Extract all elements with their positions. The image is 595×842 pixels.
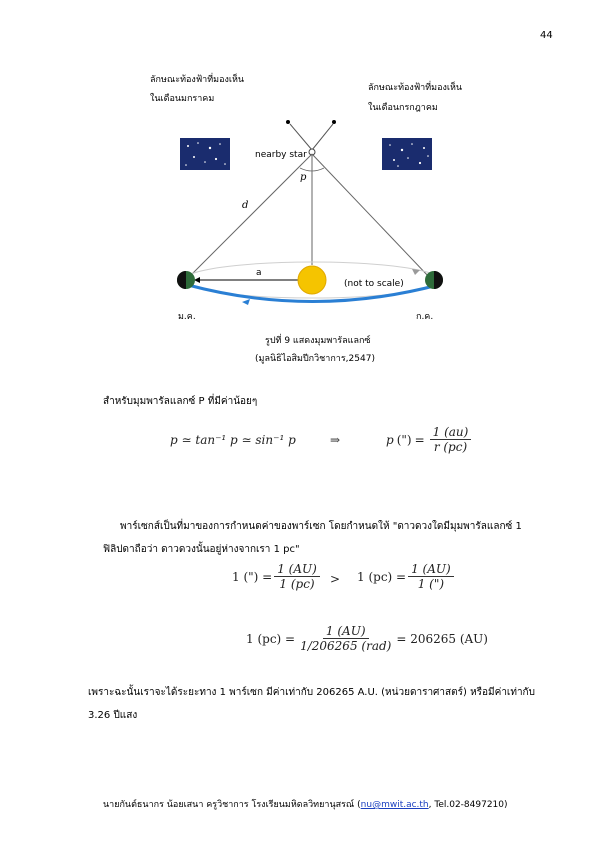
earth-january-icon <box>177 271 195 289</box>
january-sky-image <box>180 138 230 170</box>
figure-caption-line1: รูปที่ 9 แสดงมุมพารัลแลกซ์ <box>265 336 371 346</box>
equation3-num: 1 (AU) <box>323 624 369 639</box>
conclusion-line2: 3.26 ปีแสง <box>88 710 138 721</box>
equation2-arrow: > <box>330 572 341 586</box>
equation-denominator: r (pc) <box>433 440 468 454</box>
footer <box>103 797 508 811</box>
equation2-right-lhs: 1 (pc) = <box>357 569 407 584</box>
figure-label-left-line2: ในเดือนมกราคม <box>150 94 215 104</box>
sun-icon <box>298 266 326 294</box>
figure-label-right-line2: ในเดือนกรกฎาคม <box>368 103 438 113</box>
equation-small-angle: p ≃ tan⁻¹ p ≃ sin⁻¹ p <box>170 433 296 447</box>
equation3-lhs: 1 (pc) = <box>246 631 296 646</box>
intro-text: สำหรับมุมพารัลแลกซ์ P ที่มีค่าน้อยๆ <box>103 396 258 407</box>
equation-arcsec-def <box>232 562 322 591</box>
equation-parsec-value <box>246 624 488 653</box>
page-number: 44 <box>540 30 553 41</box>
equation3-fraction <box>297 624 394 653</box>
sightline-left <box>290 124 312 150</box>
earth-july-icon <box>425 271 443 289</box>
equation-fraction <box>430 425 472 454</box>
footer-tel: , Tel.02-8497210) <box>428 800 508 810</box>
orbit-direction-arrow-icon <box>242 299 250 305</box>
equation-parallax-distance <box>386 425 473 454</box>
figure-caption-line2: (มูลนิธิไอสิมปีกวิชาการ,2547) <box>255 354 375 364</box>
paragraph-line2: ฟิลิปดาถือว่า ดาวดวงนั้นอยู่ห่างจากเรา 1 pc" <box>103 544 300 555</box>
footer-email-link[interactable]: nu@mwit.ac.th <box>360 800 429 810</box>
figure-label-left-line1: ลักษณะท้องฟ้าที่มองเห็น <box>150 75 245 85</box>
january-label: ม.ค. <box>178 312 196 322</box>
equation-equals: = <box>414 432 425 447</box>
paragraph-line1: พาร์เซกส์เป็นที่มาของการกำหนดค่าของพาร์เซก โดยกำหนดให้ "ดาวดวงใดมีมุมพารัลแลกซ์ 1 <box>120 521 522 532</box>
distant-star-right <box>332 120 336 124</box>
equation2-right-den: 1 (") <box>417 577 445 591</box>
equation-parsec-def <box>357 562 456 591</box>
not-to-scale-note: (not to scale) <box>344 279 404 289</box>
line-january <box>188 154 312 278</box>
figure-label-right-line1: ลักษณะท้องฟ้าที่มองเห็น <box>368 83 463 93</box>
july-sky-image <box>382 138 432 170</box>
equation3-den: 1/206265 (rad) <box>300 639 392 653</box>
equation2-right-num: 1 (AU) <box>408 562 454 577</box>
equation-arcsec-unit: (") <box>396 432 412 447</box>
equation3-rhs: = 206265 (AU) <box>396 631 488 646</box>
july-label: ก.ค. <box>416 312 434 322</box>
equation2-left-num: 1 (AU) <box>274 562 320 577</box>
equation-p-symbol: p <box>386 432 394 447</box>
equation-implies-arrow: ⇒ <box>330 433 341 447</box>
equation2-left-lhs: 1 (") = <box>232 569 273 584</box>
distance-d-label: d <box>242 200 249 211</box>
footer-author: นายกันต์ธนากร น้อยเสนา ครูวิชาการ โรงเรียนมหิดลวิทยานุสรณ์ ( <box>103 800 361 810</box>
equation2-right-fraction <box>408 562 454 591</box>
equation-numerator: 1 (au) <box>430 425 472 440</box>
conclusion-line1: เพราะฉะนั้นเราจะได้ระยะทาง 1 พาร์เซก มีค่าเท่ากับ 206265 A.U. (หน่วยดาราศาสตร์) หรือมีค่าเท่ากับ <box>88 687 535 698</box>
line-july <box>312 154 430 278</box>
distant-star-left <box>286 120 290 124</box>
equation2-left-fraction <box>274 562 320 591</box>
equation2-left-den: 1 (pc) <box>279 577 315 591</box>
orbit-back-arrow-icon <box>412 269 420 275</box>
distance-a-label: a <box>256 268 262 278</box>
nearby-star-label: nearby star <box>255 150 307 160</box>
parallax-diagram <box>150 110 470 325</box>
sightline-right <box>312 124 333 150</box>
parallax-p-label: p <box>300 172 307 183</box>
